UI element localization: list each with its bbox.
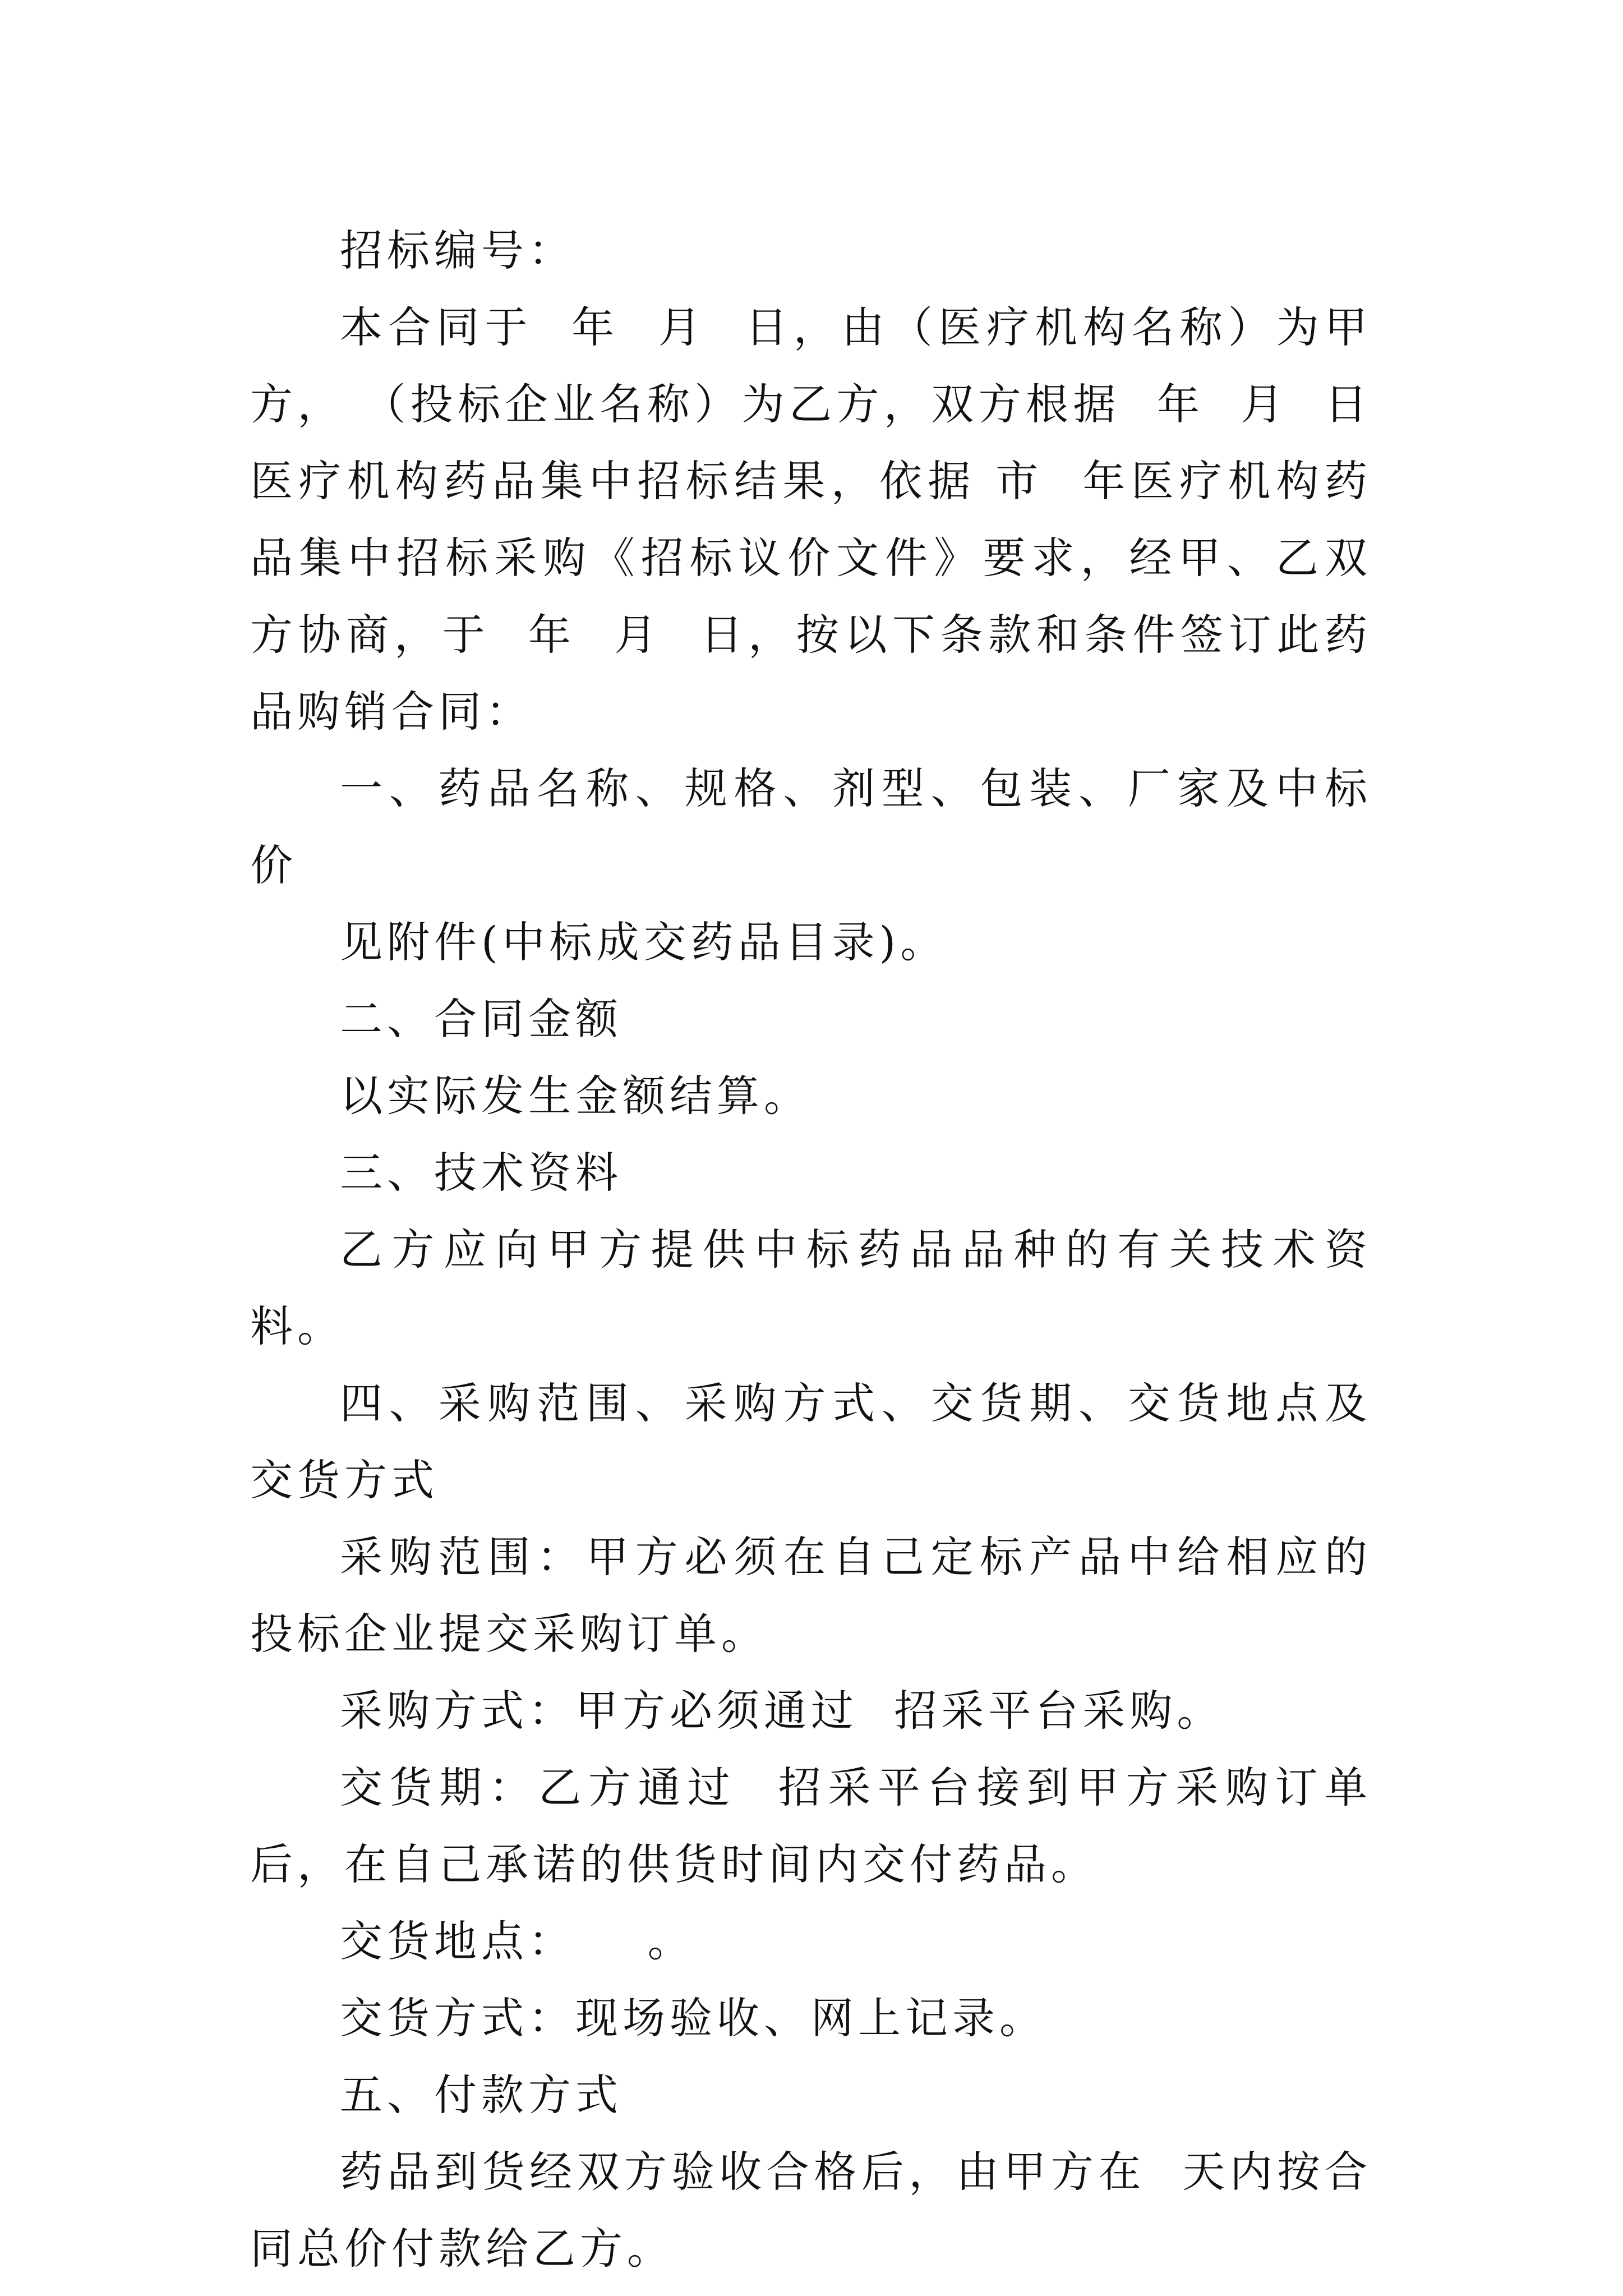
section-1-title: 一、药品名称、规格、剂型、包装、厂家及中标价 <box>250 763 1372 890</box>
section-1-body: 见附件(中标成交药品目录)。 <box>340 917 948 967</box>
section-2-title: 二、合同金额 <box>340 994 623 1044</box>
contract-intro-paragraph: 本合同于 年 月 日，由（医疗机构名称）为甲方， （投标企业名称）为乙方，双方根据 年 月 日 医疗机构药品集中招标结果，依据 市 年医疗机构药品集中招标采购《招标议价文件》要求，经甲、乙双方协商，于 年 月 日，按以下条款和条件签订此药品购销合同： <box>250 302 1390 737</box>
section-4-delivery-place: 交货地点： 。 <box>340 1916 695 1966</box>
section-3-title: 三、技术资料 <box>340 1148 623 1198</box>
section-4-title: 四、采购范围、采购方式、交货期、交货地点及交货方式 <box>250 1378 1372 1505</box>
section-4-scope: 采购范围：甲方必须在自己定标产品中给相应的投标企业提交采购订单。 <box>250 1532 1372 1659</box>
document-body <box>250 212 1390 2287</box>
section-4-delivery-period: 交货期：乙方通过 招采平台接到甲方采购订单后，在自己承诺的供货时间内交付药品。 <box>250 1763 1372 1889</box>
section-3-body: 乙方应向甲方提供中标药品品种的有关技术资料。 <box>250 1225 1372 1351</box>
section-5-title: 五、付款方式 <box>340 2070 623 2120</box>
bid-number-line: 招标编号： <box>340 226 575 275</box>
section-4-delivery-method: 交货方式：现场验收、网上记录。 <box>340 1993 1046 2043</box>
section-4-method: 采购方式：甲方必须通过 招采平台采购。 <box>340 1686 1224 1736</box>
section-5-body: 药品到货经双方验收合格后，由甲方在 天内按合同总价付款给乙方。 <box>250 2147 1372 2274</box>
section-2-body: 以实际发生金额结算。 <box>340 1071 811 1121</box>
